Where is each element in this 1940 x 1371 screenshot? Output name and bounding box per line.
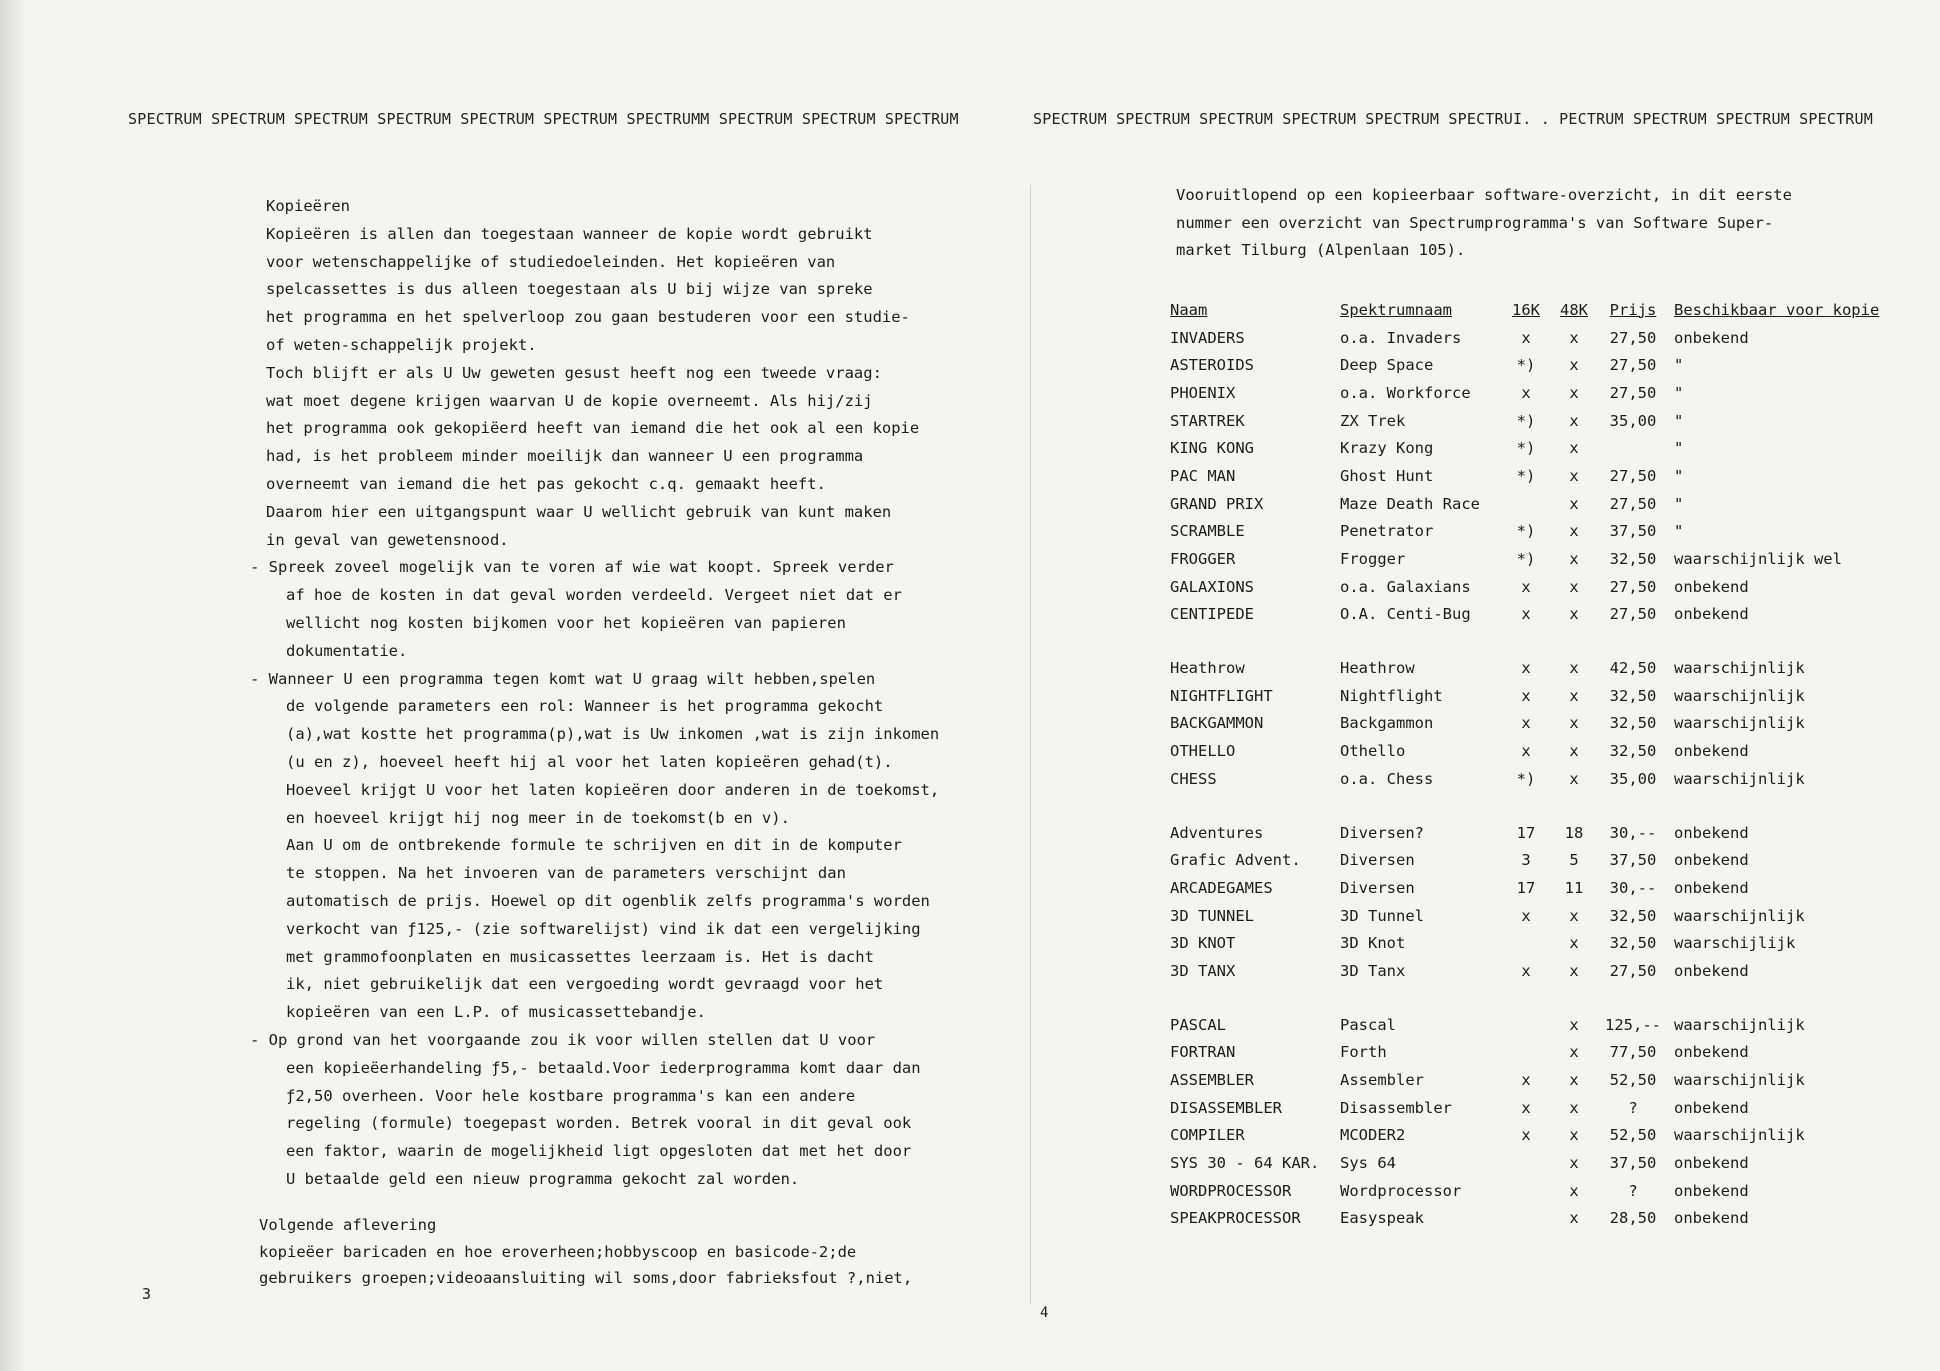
cell-prijs: 32,50	[1609, 906, 1657, 925]
cell-spektrumnaam: o.a. Chess	[1340, 769, 1434, 788]
cell-beschikbaar: onbekend	[1674, 823, 1749, 842]
cell-prijs: 30,--	[1609, 878, 1657, 897]
cell-name: Adventures	[1170, 823, 1264, 842]
cell-beschikbaar: onbekend	[1674, 1098, 1749, 1117]
cell-16k: *)	[1516, 522, 1536, 541]
cell-name: DISASSEMBLER	[1170, 1098, 1282, 1117]
cell-name: GALAXIONS	[1170, 577, 1254, 596]
table-row	[1170, 1149, 1894, 1177]
cell-beschikbaar: waarschijnlijk	[1674, 906, 1805, 925]
next-issue-title: Volgende aflevering	[259, 1216, 437, 1234]
cell-beschikbaar: waarschijnlijk	[1674, 686, 1805, 705]
text-line: spelcassettes is dus alleen toegestaan als U bij wijze van spreke	[266, 280, 873, 299]
page-number-right: 4	[1040, 1305, 1049, 1321]
cell-spektrumnaam: Assembler	[1340, 1071, 1424, 1090]
cell-name: SPEAKPROCESSOR	[1170, 1209, 1301, 1228]
cell-spektrumnaam: Othello	[1340, 742, 1406, 761]
text-line: Aan U om de ontbrekende formule te schrijven en dit in de komputer	[286, 836, 902, 855]
cell-spektrumnaam: Diversen	[1340, 851, 1415, 870]
table-row	[1170, 545, 1894, 573]
cell-spektrumnaam: MCODER2	[1340, 1126, 1406, 1145]
cell-name: PAC MAN	[1170, 466, 1236, 485]
table-row	[1170, 351, 1894, 379]
cell-16k: x	[1521, 906, 1531, 925]
section-title: Kopieëren	[266, 197, 350, 215]
cell-48k: x	[1569, 769, 1579, 788]
cell-spektrumnaam: 3D Tunnel	[1340, 906, 1424, 925]
text-line: af hoe de kosten in dat geval worden verdeeld. Vergeet niet dat er	[286, 586, 902, 605]
cell-16k: x	[1521, 605, 1531, 624]
cell-prijs: ?	[1628, 1098, 1638, 1117]
text-line: verkocht van ƒ125,- (zie softwarelijst) vind ik dat een vergelijking	[286, 919, 921, 938]
cell-name: Grafic Advent.	[1170, 851, 1301, 870]
table-row	[1170, 601, 1894, 629]
cell-spektrumnaam: Nightflight	[1340, 686, 1443, 705]
header-16k: 16K	[1512, 300, 1540, 319]
cell-name: KING KONG	[1170, 439, 1254, 458]
cell-spektrumnaam: o.a. Galaxians	[1340, 577, 1471, 596]
cell-prijs: 27,50	[1609, 356, 1657, 375]
text-line: nummer een overzicht van Spectrumprogramma's van Software Super-	[1176, 213, 1774, 232]
cell-beschikbaar: "	[1674, 522, 1684, 541]
cell-48k: x	[1569, 494, 1579, 513]
cell-prijs: 35,00	[1609, 411, 1657, 430]
cell-prijs: 27,50	[1609, 383, 1657, 402]
table-row	[1170, 434, 1894, 462]
cell-16k: *)	[1516, 411, 1536, 430]
cell-name: 3D KNOT	[1170, 934, 1236, 953]
text-line: Vooruitlopend op een kopieerbaar software-overzicht, in dit eerste	[1176, 186, 1792, 204]
table-row	[1170, 682, 1894, 710]
cell-spektrumnaam: Penetrator	[1340, 522, 1434, 541]
cell-48k: x	[1569, 328, 1579, 347]
cell-name: PHOENIX	[1170, 383, 1236, 402]
table-row	[1170, 407, 1894, 435]
cell-48k: x	[1569, 659, 1579, 678]
cell-48k: x	[1569, 1015, 1579, 1034]
cell-spektrumnaam: Frogger	[1340, 550, 1406, 569]
cell-16k: x	[1521, 659, 1531, 678]
cell-beschikbaar: "	[1674, 439, 1684, 458]
group-spacer	[1170, 628, 1894, 654]
cell-name: INVADERS	[1170, 328, 1245, 347]
table-row	[1170, 1177, 1894, 1205]
cell-48k: x	[1569, 742, 1579, 761]
cell-48k: x	[1569, 686, 1579, 705]
cell-16k: x	[1521, 742, 1531, 761]
cell-prijs: 27,50	[1609, 605, 1657, 624]
cell-name: COMPILER	[1170, 1126, 1245, 1145]
text-line: ƒ2,50 overheen. Voor hele kostbare programma's kan een andere	[286, 1086, 856, 1105]
next-issue-block	[259, 1212, 1019, 1292]
cell-48k: 5	[1569, 851, 1579, 870]
text-line: dokumentatie.	[286, 641, 408, 660]
paragraph-intro	[266, 221, 986, 555]
cell-name: FROGGER	[1170, 550, 1236, 569]
cell-48k: x	[1569, 356, 1579, 375]
cell-beschikbaar: waarschijnlijk	[1674, 1015, 1805, 1034]
text-line: Toch blijft er als U Uw geweten gesust heeft nog een tweede vraag:	[266, 363, 882, 382]
text-line: ik, niet gebruikelijk dat een vergoeding wordt gevraagd voor het	[286, 975, 884, 994]
text-line: Kopieëren is allen dan toegestaan wanneer de kopie wordt gebruikt	[266, 224, 873, 243]
cell-spektrumnaam: ZX Trek	[1340, 411, 1406, 430]
cell-48k: x	[1569, 906, 1579, 925]
cell-48k: x	[1569, 1181, 1579, 1200]
cell-spektrumnaam: Diversen	[1340, 878, 1415, 897]
table-row	[1170, 379, 1894, 407]
cell-name: CENTIPEDE	[1170, 605, 1254, 624]
cell-16k: x	[1521, 1126, 1531, 1145]
group-spacer	[1170, 985, 1894, 1011]
cell-spektrumnaam: Diversen?	[1340, 823, 1424, 842]
cell-prijs: ?	[1628, 1181, 1638, 1200]
table-row	[1170, 518, 1894, 546]
cell-spektrumnaam: o.a. Workforce	[1340, 383, 1471, 402]
text-line: - Spreek zoveel mogelijk van te voren af wie wat koopt. Spreek verder	[250, 558, 894, 577]
cell-48k: x	[1569, 411, 1579, 430]
bullet-voorstel	[250, 1027, 986, 1194]
cell-spektrumnaam: Pascal	[1340, 1015, 1396, 1034]
text-line: kopieëren van een L.P. of musicassettebandje.	[286, 1003, 706, 1022]
text-line: overneemt van iemand die het pas gekocht c.q. gemaakt heeft.	[266, 474, 826, 493]
text-line: kopieëer baricaden en hoe eroverheen;hobbyscoop en basicode-2;de	[259, 1242, 857, 1261]
cell-spektrumnaam: Easyspeak	[1340, 1209, 1424, 1228]
software-table	[1170, 296, 1894, 1232]
table-row	[1170, 846, 1894, 874]
cell-prijs: 28,50	[1609, 1209, 1657, 1228]
table-row	[1170, 902, 1894, 930]
cell-48k: 11	[1564, 878, 1584, 897]
spectrum-header-strip	[128, 110, 1928, 128]
cell-48k: x	[1569, 1098, 1579, 1117]
cell-beschikbaar: onbekend	[1674, 605, 1749, 624]
cell-prijs: 30,--	[1609, 823, 1657, 842]
cell-48k: x	[1569, 1209, 1579, 1228]
cell-spektrumnaam: Disassembler	[1340, 1098, 1452, 1117]
cell-spektrumnaam: Backgammon	[1340, 714, 1434, 733]
cell-16k: x	[1521, 714, 1531, 733]
cell-16k: *)	[1516, 769, 1536, 788]
cell-prijs: 27,50	[1609, 328, 1657, 347]
cell-name: NIGHTFLIGHT	[1170, 686, 1273, 705]
cell-name: FORTRAN	[1170, 1043, 1236, 1062]
cell-beschikbaar: onbekend	[1674, 878, 1749, 897]
text-line: had, is het probleem minder moeilijk dan wanneer U een programma	[266, 447, 864, 466]
table-row	[1170, 1205, 1894, 1233]
table-row	[1170, 1039, 1894, 1067]
cell-48k: x	[1569, 550, 1579, 569]
text-line: automatisch de prijs. Hoewel op dit ogenblik zelfs programma's worden	[286, 891, 930, 910]
cell-spektrumnaam: 3D Knot	[1340, 934, 1406, 953]
cell-prijs: 125,--	[1605, 1015, 1661, 1034]
table-row	[1170, 819, 1894, 847]
table-row	[1170, 957, 1894, 985]
cell-prijs: 42,50	[1609, 659, 1657, 678]
header-prijs: Prijs	[1609, 300, 1657, 319]
header-strip-left: SPECTRUM SPECTRUM SPECTRUM SPECTRUM SPECTRUM SPECTRUM SPECTRUMM SPECTRUM SPECTRUM SPECTRUM	[128, 110, 959, 128]
cell-name: ASSEMBLER	[1170, 1071, 1254, 1090]
table-row	[1170, 1066, 1894, 1094]
cell-prijs: 32,50	[1609, 686, 1657, 705]
cell-16k: x	[1521, 961, 1531, 980]
table-body	[1170, 324, 1894, 1233]
text-line: - Wanneer U een programma tegen komt wat U graag wilt hebben,spelen	[250, 669, 876, 688]
cell-beschikbaar: "	[1674, 383, 1684, 402]
cell-beschikbaar: onbekend	[1674, 1043, 1749, 1062]
cell-beschikbaar: onbekend	[1674, 851, 1749, 870]
cell-16k: *)	[1516, 550, 1536, 569]
left-page-text	[250, 193, 986, 1194]
cell-prijs: 27,50	[1609, 494, 1657, 513]
header-name: Naam	[1170, 300, 1208, 319]
text-line: met grammofoonplaten en musicassettes leerzaam is. Het is dacht	[286, 947, 874, 966]
text-line: market Tilburg (Alpenlaan 105).	[1176, 241, 1466, 259]
text-line: U betaalde geld een nieuw programma gekocht zal worden.	[286, 1169, 800, 1188]
cell-48k: x	[1569, 934, 1579, 953]
cell-spektrumnaam: Forth	[1340, 1043, 1387, 1062]
cell-name: GRAND PRIX	[1170, 494, 1264, 513]
cell-prijs: 37,50	[1609, 851, 1657, 870]
cell-spektrumnaam: Deep Space	[1340, 356, 1434, 375]
cell-beschikbaar: onbekend	[1674, 742, 1749, 761]
text-line: (a),wat kostte het programma(p),wat is Uw inkomen ,wat is zijn inkomen	[286, 725, 940, 744]
table-header-row	[1170, 296, 1894, 324]
text-line: (u en z), hoeveel heeft hij al voor het laten kopieëren gehad(t).	[286, 752, 893, 771]
text-line: wat moet degene krijgen waarvan U de kopie overneemt. Als hij/zij	[266, 391, 873, 410]
text-line: het programma ook gekopiëerd heeft van iemand die het ook al een kopie	[266, 419, 920, 438]
cell-spektrumnaam: Ghost Hunt	[1340, 466, 1434, 485]
cell-prijs: 27,50	[1609, 466, 1657, 485]
bullet-parameters	[250, 666, 986, 1027]
text-line: en hoeveel krijgt hij nog meer in de toekomst(b en v).	[286, 808, 790, 827]
table-row	[1170, 462, 1894, 490]
cell-16k: 17	[1516, 823, 1536, 842]
text-line: of weten-schappelijk projekt.	[266, 335, 537, 354]
header-strip-right: SPECTRUM SPECTRUM SPECTRUM SPECTRUM SPECTRUM SPECTRUI. . PECTRUM SPECTRUM SPECTRUM SPECTRUM	[1033, 110, 1873, 128]
cell-48k: x	[1569, 1154, 1579, 1173]
cell-spektrumnaam: 3D Tanx	[1340, 961, 1406, 980]
table-row	[1170, 573, 1894, 601]
cell-48k: x	[1569, 1126, 1579, 1145]
cell-name: ASTEROIDS	[1170, 356, 1254, 375]
header-beschikbaar: Beschikbaar voor kopie	[1674, 300, 1880, 319]
cell-name: ARCADEGAMES	[1170, 878, 1273, 897]
group-spacer	[1170, 793, 1894, 819]
cell-beschikbaar: "	[1674, 356, 1684, 375]
cell-beschikbaar: waarschijlijk	[1674, 934, 1796, 953]
page-number-left: 3	[142, 1285, 152, 1303]
text-line: een kopieëerhandeling ƒ5,- betaald.Voor iederprogramma komt daar dan	[286, 1058, 921, 1077]
cell-beschikbaar: waarschijnlijk wel	[1674, 550, 1842, 569]
text-line: gebruikers groepen;videoaansluiting wil soms,door fabrieksfout ?,niet,	[259, 1269, 913, 1287]
cell-beschikbaar: waarschijnlijk	[1674, 1071, 1805, 1090]
cell-name: BACKGAMMON	[1170, 714, 1264, 733]
page-edge	[0, 0, 26, 1371]
text-line: de volgende parameters een rol: Wanneer is het programma gekocht	[286, 697, 884, 716]
cell-beschikbaar: "	[1674, 411, 1684, 430]
page-fold	[1030, 185, 1031, 1305]
cell-16k: x	[1521, 1098, 1531, 1117]
cell-prijs: 37,50	[1609, 1154, 1657, 1173]
table-row	[1170, 874, 1894, 902]
text-line: voor wetenschappelijke of studiedoeleinden. Het kopieëren van	[266, 252, 836, 271]
text-line: te stoppen. Na het invoeren van de parameters verschijnt dan	[286, 864, 846, 883]
table-row	[1170, 1011, 1894, 1039]
cell-16k: x	[1521, 383, 1531, 402]
cell-48k: x	[1569, 466, 1579, 485]
cell-prijs: 35,00	[1609, 769, 1657, 788]
cell-48k: x	[1569, 1071, 1579, 1090]
cell-48k: 18	[1564, 823, 1584, 842]
table-row	[1170, 1094, 1894, 1122]
cell-beschikbaar: onbekend	[1674, 1154, 1749, 1173]
text-line: regeling (formule) toegepast worden. Betrek vooral in dit geval ook	[286, 1114, 912, 1133]
cell-48k: x	[1569, 522, 1579, 541]
text-line: in geval van gewetensnood.	[266, 530, 509, 549]
cell-beschikbaar: waarschijnlijk	[1674, 714, 1805, 733]
cell-spektrumnaam: Heathrow	[1340, 659, 1415, 678]
cell-prijs: 27,50	[1609, 961, 1657, 980]
cell-spektrumnaam: Maze Death Race	[1340, 494, 1480, 513]
cell-beschikbaar: onbekend	[1674, 1181, 1749, 1200]
cell-16k: x	[1521, 1071, 1531, 1090]
cell-name: CHESS	[1170, 769, 1217, 788]
cell-beschikbaar: "	[1674, 494, 1684, 513]
bullet-spreek	[250, 554, 986, 665]
cell-prijs: 32,50	[1609, 934, 1657, 953]
cell-beschikbaar: "	[1674, 466, 1684, 485]
cell-prijs: 32,50	[1609, 742, 1657, 761]
cell-name: SCRAMBLE	[1170, 522, 1245, 541]
cell-48k: x	[1569, 714, 1579, 733]
table-row	[1170, 490, 1894, 518]
cell-name: 3D TUNNEL	[1170, 906, 1254, 925]
cell-beschikbaar: waarschijnlijk	[1674, 769, 1805, 788]
software-intro	[1176, 182, 1856, 265]
cell-beschikbaar: waarschijnlijk	[1674, 659, 1805, 678]
cell-name: Heathrow	[1170, 659, 1245, 678]
cell-spektrumnaam: Wordprocessor	[1340, 1181, 1462, 1200]
cell-48k: x	[1569, 1043, 1579, 1062]
cell-spektrumnaam: Krazy Kong	[1340, 439, 1434, 458]
cell-spektrumnaam: o.a. Invaders	[1340, 328, 1462, 347]
text-line: wellicht nog kosten bijkomen voor het kopieëren van papieren	[286, 613, 846, 632]
cell-spektrumnaam: Sys 64	[1340, 1154, 1396, 1173]
header-spektrumnaam: Spektrumnaam	[1340, 300, 1452, 319]
table-row	[1170, 765, 1894, 793]
cell-48k: x	[1569, 605, 1579, 624]
cell-beschikbaar: onbekend	[1674, 1209, 1749, 1228]
cell-16k: *)	[1516, 439, 1536, 458]
text-line: het programma en het spelverloop zou gaan bestuderen voor een studie-	[266, 308, 910, 327]
cell-beschikbaar: onbekend	[1674, 961, 1749, 980]
table-row	[1170, 324, 1894, 352]
cell-name: STARTREK	[1170, 411, 1245, 430]
cell-beschikbaar: onbekend	[1674, 328, 1749, 347]
cell-48k: x	[1569, 383, 1579, 402]
text-line: Hoeveel krijgt U voor het laten kopieëren door anderen in de toekomst,	[286, 780, 940, 799]
cell-16k: x	[1521, 686, 1531, 705]
cell-prijs: 77,50	[1609, 1043, 1657, 1062]
table-row	[1170, 737, 1894, 765]
cell-name: SYS 30 - 64 KAR.	[1170, 1154, 1320, 1173]
cell-48k: x	[1569, 961, 1579, 980]
header-48k: 48K	[1560, 300, 1588, 319]
cell-16k: x	[1521, 577, 1531, 596]
cell-prijs: 37,50	[1609, 522, 1657, 541]
table-row	[1170, 1122, 1894, 1150]
cell-prijs: 27,50	[1609, 577, 1657, 596]
cell-name: OTHELLO	[1170, 742, 1236, 761]
cell-16k: 3	[1521, 851, 1531, 870]
cell-name: PASCAL	[1170, 1015, 1226, 1034]
cell-48k: x	[1569, 439, 1579, 458]
text-line: een faktor, waarin de mogelijkheid ligt opgesloten dat met het door	[286, 1142, 912, 1161]
cell-16k: 17	[1516, 878, 1536, 897]
cell-16k: *)	[1516, 356, 1536, 375]
cell-name: 3D TANX	[1170, 961, 1236, 980]
cell-16k: x	[1521, 328, 1531, 347]
cell-name: WORDPROCESSOR	[1170, 1181, 1292, 1200]
text-line: Daarom hier een uitgangspunt waar U wellicht gebruik van kunt maken	[266, 502, 892, 521]
table-row	[1170, 710, 1894, 738]
cell-prijs: 32,50	[1609, 714, 1657, 733]
cell-prijs: 32,50	[1609, 550, 1657, 569]
cell-48k: x	[1569, 577, 1579, 596]
cell-beschikbaar: waarschijnlijk	[1674, 1126, 1805, 1145]
text-line: - Op grond van het voorgaande zou ik voor willen stellen dat U voor	[250, 1030, 876, 1049]
cell-beschikbaar: onbekend	[1674, 577, 1749, 596]
cell-prijs: 52,50	[1609, 1071, 1657, 1090]
cell-spektrumnaam: O.A. Centi-Bug	[1340, 605, 1471, 624]
cell-prijs: 52,50	[1609, 1126, 1657, 1145]
table-row	[1170, 654, 1894, 682]
cell-16k: *)	[1516, 466, 1536, 485]
table-row	[1170, 929, 1894, 957]
